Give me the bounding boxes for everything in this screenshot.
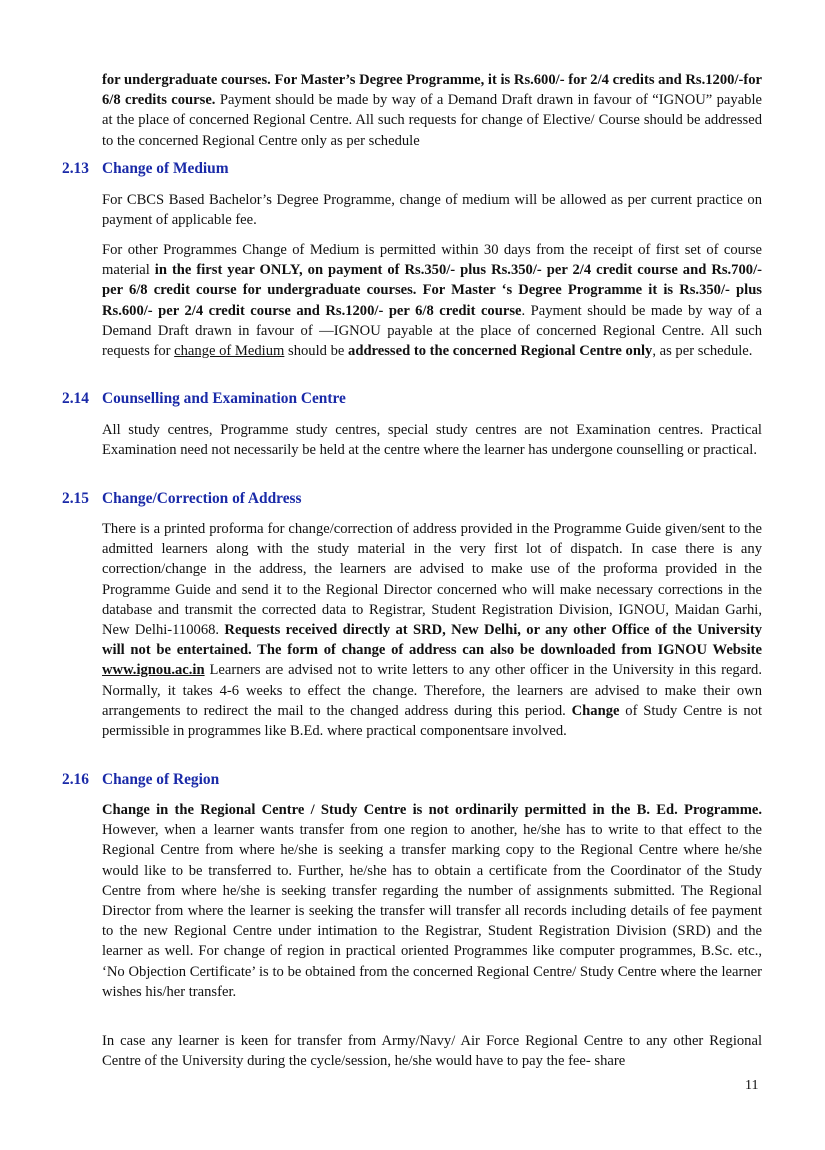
section-heading-2-16 bbox=[62, 771, 219, 789]
paragraph-2-16-2 bbox=[102, 1031, 762, 1071]
text-bold: Requests received directly at SRD, New Delhi, or any other Office of the University will not be entertained. The form of change of address can also be downloaded from IGNOU Website bbox=[102, 622, 762, 659]
paragraph-continuation bbox=[102, 70, 762, 151]
text: All study centres, Programme study centres, special study centres are not Examination centres. Practical Examination need not necessarily be held at the centre where the learner has undergone counselling or practical. bbox=[102, 422, 762, 459]
paragraph-2-13-1 bbox=[102, 190, 762, 230]
paragraph-2-13-2 bbox=[102, 240, 762, 361]
section-heading-2-13 bbox=[62, 160, 229, 178]
text-bold: addressed to the concerned Regional Centre only bbox=[348, 343, 653, 360]
text: . Payment should be made by way of a Demand Draft drawn in favour of —IGNOU payable at the place of concerned Regional Centre. All such requests for bbox=[102, 302, 763, 360]
page-number: 11 bbox=[745, 1078, 759, 1093]
text: Payment should be made by way of a Demand Draft drawn in favour of “IGNOU” payable at the place of concerned Regional Centre. All such requests for change of Elective/ Course should be addressed to the concerned Regional Centre only as per schedule bbox=[102, 92, 762, 149]
text-bold: Change bbox=[571, 702, 620, 719]
text: For other Programmes Change of Medium is permitted within 30 days from the receipt of first set of course material bbox=[102, 242, 762, 279]
section-heading-2-14 bbox=[62, 390, 346, 408]
text: should be bbox=[284, 343, 349, 360]
section-number: 2.16 bbox=[62, 771, 89, 788]
text: In case any learner is keen for transfer from Army/Navy/ Air Force Regional Centre to any other Regional Centre of the University during the cycle/session, he/she would have to pay the fee- share bbox=[102, 1033, 762, 1070]
section-title: Change of Region bbox=[102, 771, 220, 788]
section-number: 2.13 bbox=[62, 160, 89, 177]
text: of Study Centre is not permissible in programmes like B.Ed. where practical componentsare involved. bbox=[102, 702, 762, 740]
section-number: 2.15 bbox=[62, 490, 89, 507]
section-title: Counselling and Examination Centre bbox=[102, 390, 346, 407]
text: Learners are advised not to write letters to any other officer in the University in this regard. Normally, it takes 4-6 weeks to effect the change. Therefore, the learners are advised to make their own arrangements to redirect the mail to the changed address during this period. bbox=[102, 662, 762, 719]
text: There is a printed proforma for change/correction of address provided in the Programme Guide given/sent to the admitted learners along with the study material in the very first lot of dispatch. In case there is any correction/change in the address, the learners are advised to make use of the proforma provided in the Programme Guide and send it to the Regional Director concerned who will make necessary corrections in the database and transmit the corrected data to Registrar, Student Registration Division, IGNOU, Maidan Garhi, New Delhi-110068. bbox=[102, 521, 762, 639]
text-bold: for undergraduate courses. For Master’s Degree Programme, it is Rs.600/- for 2/4 credits and Rs.1200/-for 6/8 credits course. bbox=[102, 72, 762, 109]
text-bold: Change in the Regional Centre / Study Centre is not ordinarily permitted in the B. Ed. Programme. bbox=[102, 802, 762, 818]
paragraph-2-15-1 bbox=[102, 519, 762, 741]
section-number: 2.14 bbox=[62, 390, 89, 407]
text: However, when a learner wants transfer from one region to another, he/she has to write to that effect to the Regional Centre from where he/she is seeking a transfer marking copy to the Regional Centre where he/she would like to be transferred to. Further, he/she has to obtain a certificate from the Coordinator of the Study Centre from where he/she is seeking transfer regarding the number of assignments submitted. The Regional Director from where the learner is seeking the transfer will transfer all records including details of fee payment to the new Regional Centre under intimation to the Registrar, Student Registration Division (SRD) and the learner as well. For change of region in practical oriented Programmes like computer programmes, B.Sc. etc., ‘No Objection Certificate’ is to be obtained from the concerned Regional Centre/ Study Centre where the learner wishes his/her transfer. bbox=[102, 822, 762, 1000]
paragraph-2-16-1 bbox=[102, 800, 762, 1002]
section-title: Change/Correction of Address bbox=[102, 490, 302, 507]
section-heading-2-15 bbox=[62, 490, 302, 508]
text-bold: in the first year ONLY, on payment of Rs.350/- plus Rs.350/- per 2/4 credit course and Rs.700/- per 6/8 credit course for undergraduate courses. For Master ‘s Degree Programme it is Rs.350/- plus Rs.600/- per 2/4 credit course and Rs.1200/- per 6/8 credit course bbox=[102, 262, 762, 319]
section-title: Change of Medium bbox=[102, 160, 229, 177]
text: , as per schedule. bbox=[652, 343, 753, 360]
website-link[interactable]: www.ignou.ac.in bbox=[102, 662, 205, 679]
text: For CBCS Based Bachelor’s Degree Programme, change of medium will be allowed as per current practice on payment of applicable fee. bbox=[102, 192, 762, 229]
paragraph-2-14-1 bbox=[102, 420, 762, 460]
text-underlined: change of Medium bbox=[174, 343, 285, 360]
